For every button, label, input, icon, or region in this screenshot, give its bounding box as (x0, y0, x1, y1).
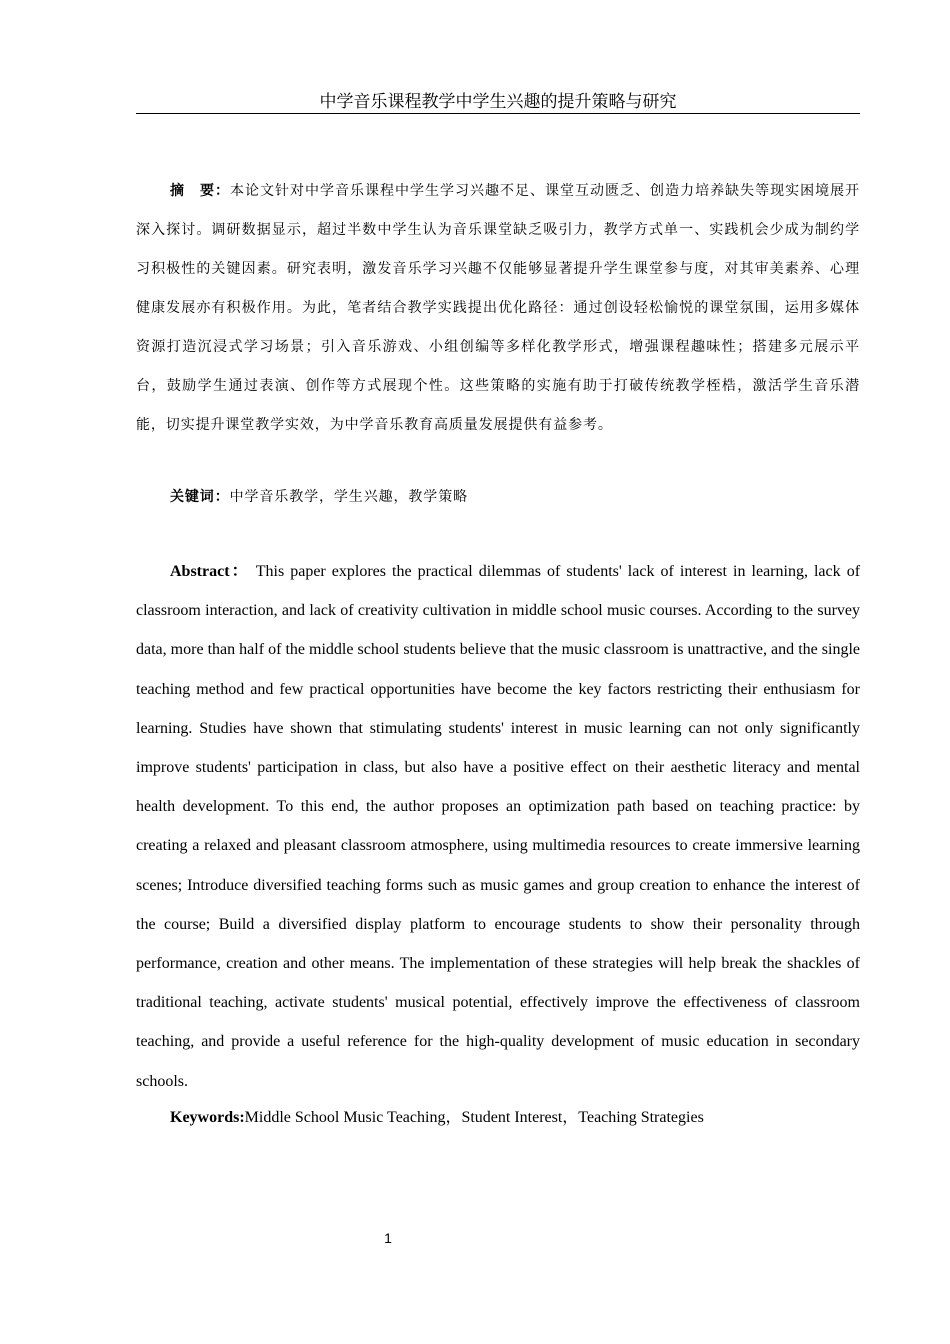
running-header-title: 中学音乐课程教学中学生兴趣的提升策略与研究 (319, 92, 677, 112)
page-number: 1 (384, 1230, 392, 1246)
english-keywords-label: Keywords: (170, 1109, 245, 1126)
english-keywords-text: Middle School Music Teaching，Student Interest，Teaching Strategies (244, 1109, 704, 1126)
english-keywords (170, 1104, 860, 1132)
chinese-abstract-text: 本论文针对中学音乐课程中学生学习兴趣不足、课堂互动匮乏、创造力培养缺失等现实困境展开深入探讨。调研数据显示，超过半数中学生认为音乐课堂缺乏吸引力，教学方式单一、实践机会少成为制约学习积极性的关键因素。研究表明，激发音乐学习兴趣不仅能够显著提升学生课堂参与度，对其审美素养、心理健康发展亦有积极作用。为此，笔者结合教学实践提出优化路径：通过创设轻松愉悦的课堂氛围，运用多媒体资源打造沉浸式学习场景；引入音乐游戏、小组创编等多样化教学形式，增强课程趣味性；搭建多元展示平台，鼓励学生通过表演、创作等方式展现个性。这些策略的实施有助于打破传统教学桎梏，激活学生音乐潜能，切实提升课堂教学实效，为中学音乐教育高质量发展提供有益参考。 (136, 183, 860, 433)
english-abstract-text: This paper explores the practical dilemmas of students' lack of interest in learning, lack of classroom interaction, and lack of creativity cultivation in middle school music courses. According to the survey data, more than half of the middle school students believe that the music classroom is unattractive, and the single teaching method and few practical opportunities have become the key factors restricting their enthusiasm for learning. Studies have shown that stimulating students' interest in music learning can not only significantly improve students' participation in class, but also have a positive effect on their aesthetic literacy and mental health development. To this end, the author proposes an optimization path based on teaching practice: by creating a relaxed and pleasant classroom atmosphere, using multimedia resources to create immersive learning scenes; Introduce diversified teaching forms such as music games and group creation to enhance the interest of the course; Build a diversified display platform to encourage students to show their personality through performance, creation and other means. The implementation of these strategies will help break the shackles of traditional teaching, activate students' musical potential, effectively improve the effectiveness of classroom teaching, and provide a useful reference for the high-quality development of music education in secondary schools. (136, 563, 861, 1090)
english-abstract (136, 552, 860, 1101)
header-rule (136, 113, 860, 114)
chinese-abstract (136, 172, 860, 445)
chinese-keywords (170, 483, 860, 511)
chinese-keywords-label: 关键词： (170, 489, 230, 505)
english-abstract-label: Abstract： (170, 563, 250, 580)
chinese-abstract-label: 摘 要： (170, 183, 231, 199)
chinese-keywords-text: 中学音乐教学，学生兴趣，教学策略 (229, 489, 469, 505)
